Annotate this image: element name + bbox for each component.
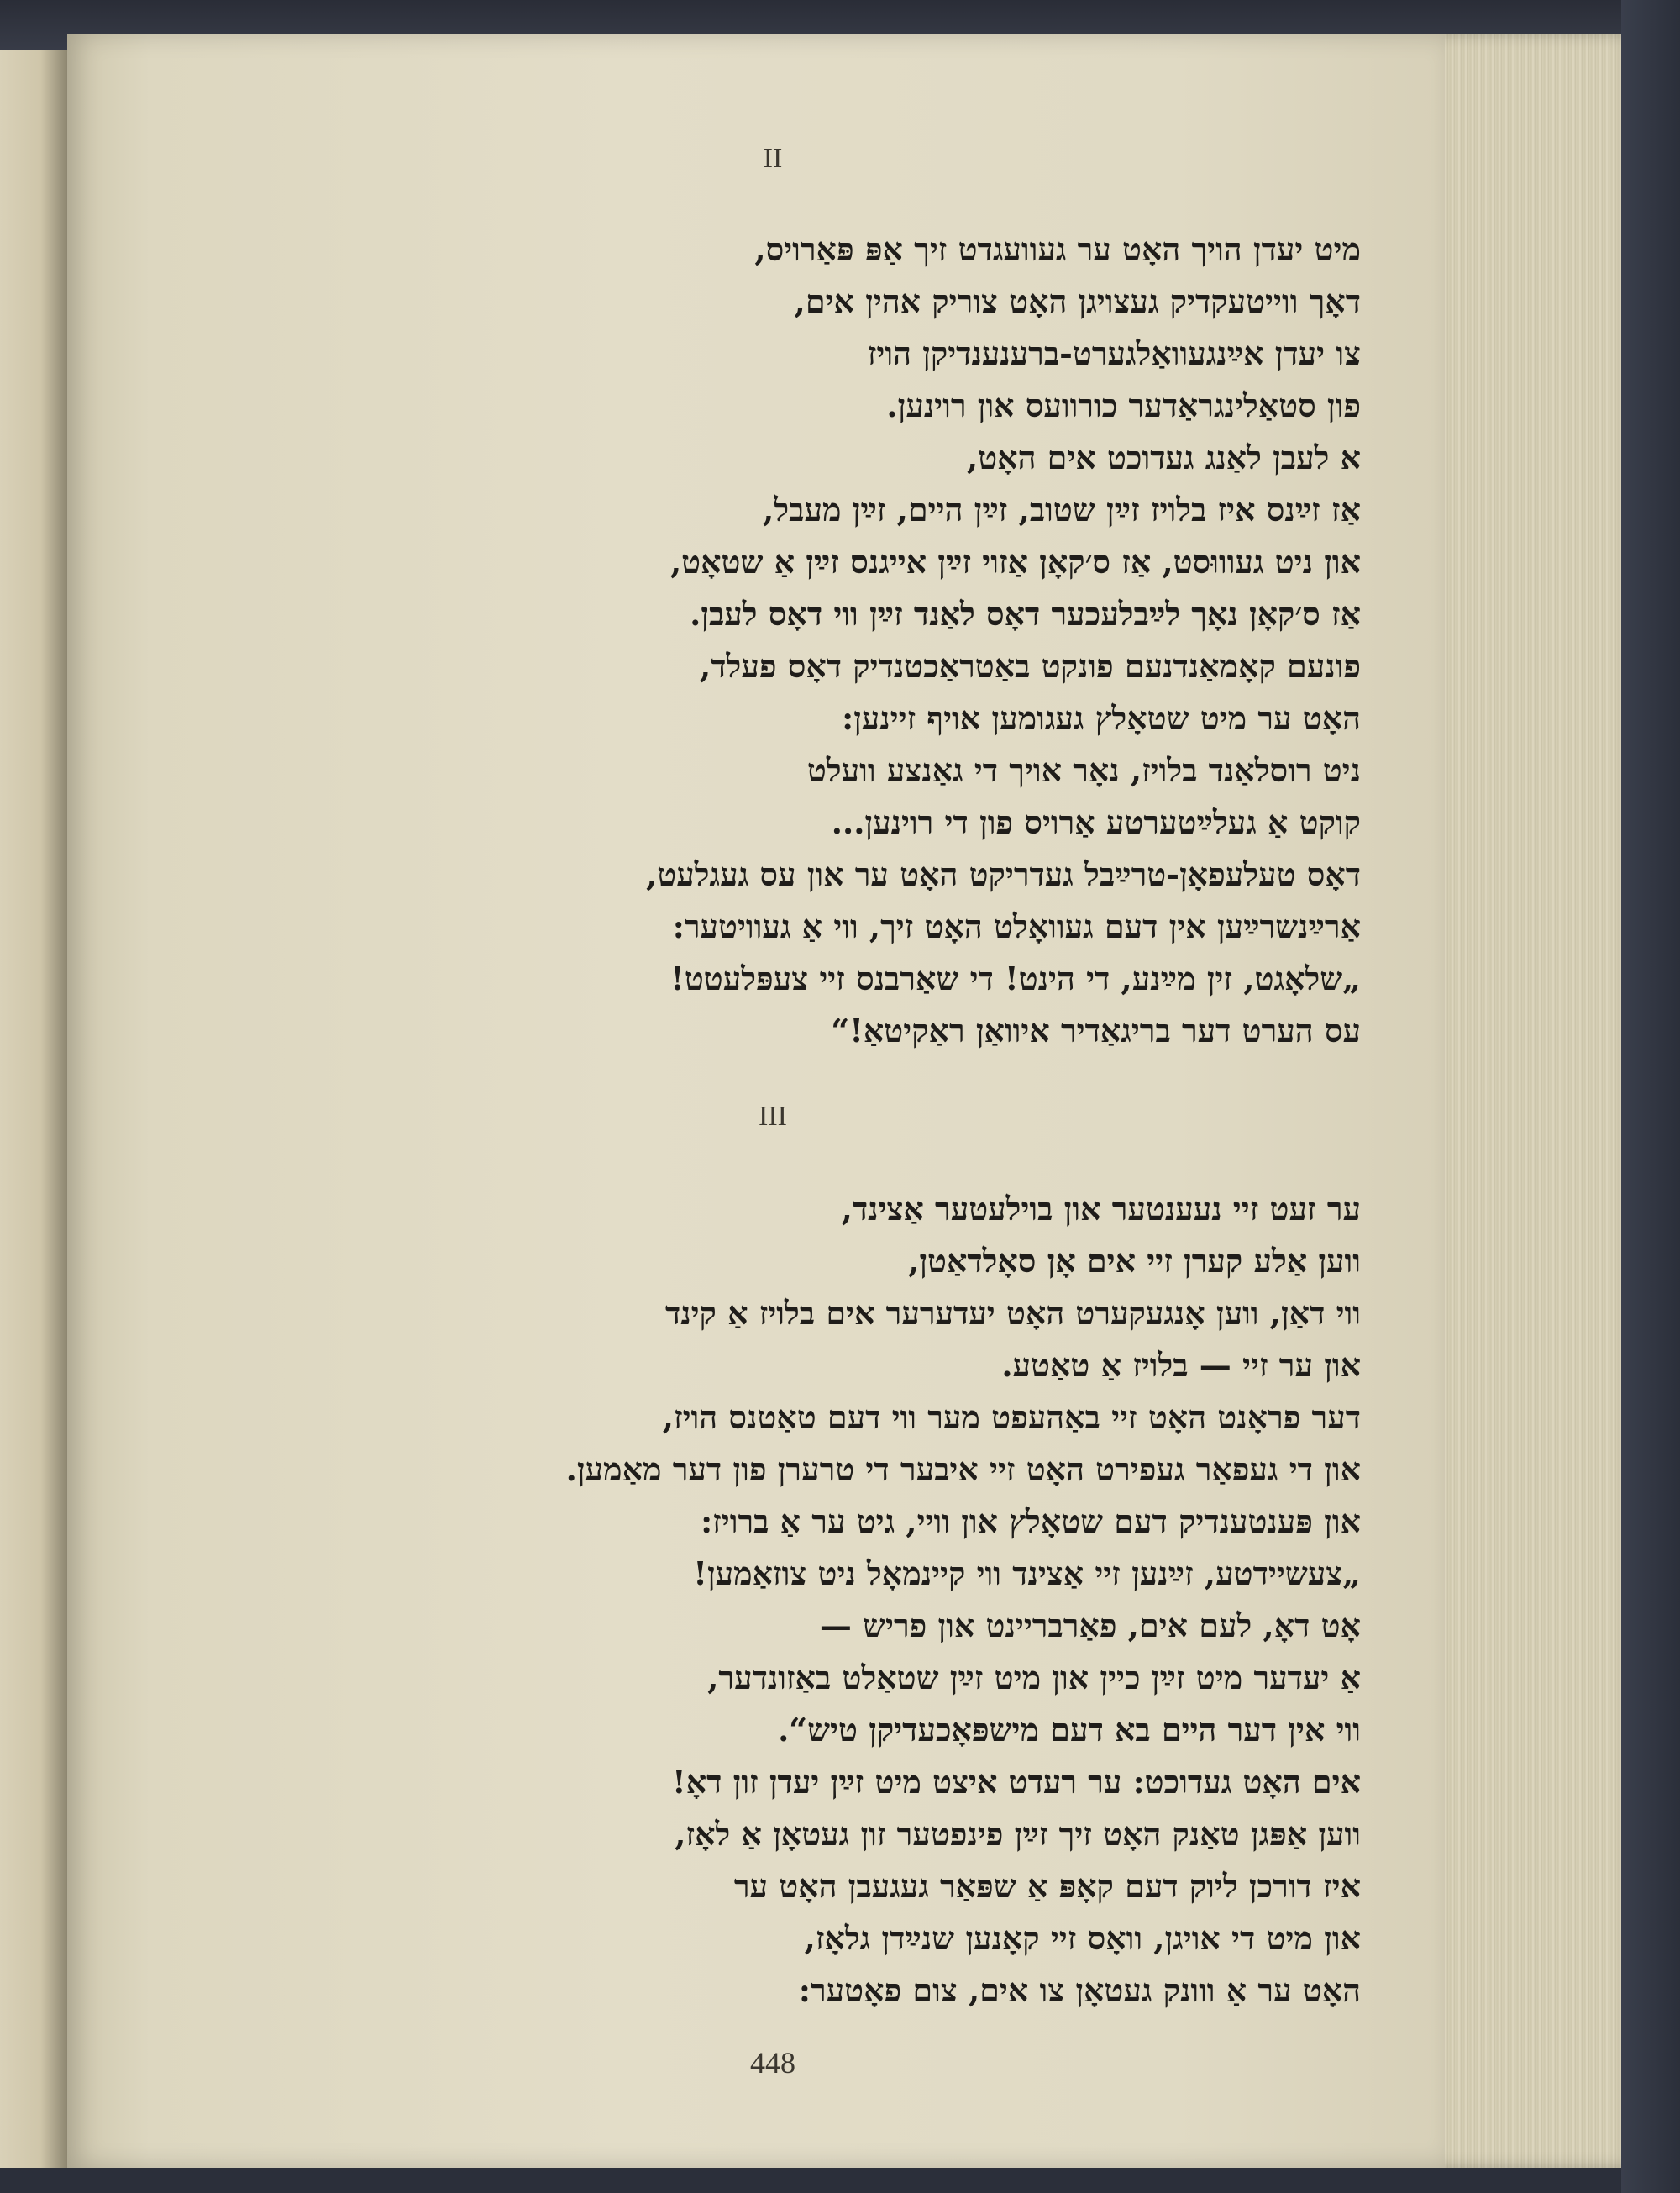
- text-line: ניט רוסלאַנד בלויז, נאָר אויך די גאַנצע וועלט: [806, 751, 1361, 789]
- text-line: „צעשיידטע, זײַנען זיי אַצינד ווי קיינמאָל ניט צוזאַמען!: [693, 1554, 1361, 1592]
- text-line: „שלאָגט, זין מײַנע, די הינט! די שאַרבנס זיי צעפּלעטט!: [670, 960, 1361, 997]
- text-line: און די געפאַר געפירט האָט זיי איבער די טרערן פון דער מאַמען.: [565, 1450, 1361, 1488]
- stanza-3: [277, 1183, 1361, 2017]
- text-line: ער זעט זיי נעענטער און בוילעטער אַצינד,: [841, 1190, 1361, 1228]
- text-line: צו יעדן אײַנגעוואַלגערט-ברענענדיקן הויז: [867, 334, 1361, 372]
- text-line: אַז ס׳קאָן נאָך לײַבלעכער דאָס לאַנד זײַן ווי דאָס לעבן.: [690, 595, 1361, 633]
- text-line: האָט ער מיט שטאָלץ געגומען אויף זיינען:: [842, 699, 1361, 737]
- section-number-3: III: [759, 1101, 787, 1132]
- text-line: פונעם קאָמאַנדנעם פונקט באַטראַכטנדיק דאָס פעלד,: [700, 647, 1361, 685]
- text-line: איז דורכן ליוק דעם קאָפּ אַ שפּאַר געגעבן האָט ער: [733, 1867, 1361, 1905]
- text-line: אַז זײַנס איז בלויז זײַן שטוב, זײַן היים, זײַן מעבל,: [763, 491, 1361, 529]
- text-line: און ניט געוווּסט, אַז ס׳קאָן אַזוי זײַן אייגנס זײַן אַ שטאָט,: [669, 543, 1361, 581]
- text-line: מיט יעדן הויך האָט ער געוועגדט זיך אַפּ פּאַרויס,: [754, 230, 1361, 268]
- text-line: אים האָט געדוכט: ער רעדט איצט מיט זײַן יעדן זון דאָ!: [672, 1763, 1361, 1801]
- text-line: ווי אין דער היים בא דעם מישפּאָכעדיקן טיש“.: [778, 1711, 1361, 1749]
- text-line: אַרײַנשרײַען אין דעם געוואָלט האָט זיך, ווי אַ געוויטער:: [672, 907, 1361, 945]
- text-line: און מיט די אויגן, וואָס זיי קאָנען שנײַדן גלאָז,: [804, 1919, 1361, 1957]
- text-line: האָט ער אַ ווונק געטאָן צו אים, צום פאָטער:: [798, 1971, 1361, 2009]
- text-line: אָט דאָ, לעם אים, פאַרבריינט און פריש —: [819, 1607, 1361, 1644]
- text-line: און ער זיי — בלויז אַ טאַטע.: [1001, 1346, 1361, 1384]
- text-line: אַ יעדער מיט זײַן כיין און מיט זײַן שטאַלט באַזונדער,: [707, 1659, 1361, 1696]
- text-line: ווי דאַן, ווען אָנגעקערט האָט יעדערער אים בלויז אַ קינד: [664, 1294, 1361, 1332]
- section-number-2: II: [763, 143, 783, 174]
- text-line: עס הערט דער בריגאַדיר איוואַן ראַקיטאַ!“: [831, 1012, 1361, 1049]
- text-line: דאָך ווייטעקדיק געצויגן האָט צוריק אהין אים,: [794, 282, 1361, 320]
- text-line: דאָס טעלעפאָן-טרײַבל געדריקט האָט ער און עס געגלעט,: [646, 855, 1361, 893]
- book-page: [67, 34, 1445, 2168]
- text-line: א לעבן לאַנג געדוכט אים האָט,: [967, 439, 1361, 476]
- text-line: און פּענטענדיק דעם שטאָלץ און וויי, גיט ער אַ ברויז:: [701, 1502, 1361, 1540]
- text-line: ווען אַלע קערן זיי אים אָן סאָלדאַטן,: [908, 1242, 1361, 1280]
- text-line: קוקט אַ געלײַטערטע אַרויס פון די רוינען...: [831, 803, 1361, 841]
- page-number: 448: [750, 2046, 795, 2080]
- text-line: דער פראָנט האָט זיי באַהעפט מער ווי דעם טאַטנס הויז,: [662, 1398, 1361, 1436]
- stanza-2: [277, 224, 1361, 1057]
- facing-page-edge: [0, 50, 67, 2168]
- text-line: פון סטאַלינגראַדער כורוועס און רוינען.: [886, 387, 1361, 424]
- text-line: ווען אַפּגן טאַנק האָט זיך זײַן פינפטער זון געטאָן אַ לאָז,: [675, 1815, 1361, 1853]
- book-cover-right: [1621, 0, 1680, 2193]
